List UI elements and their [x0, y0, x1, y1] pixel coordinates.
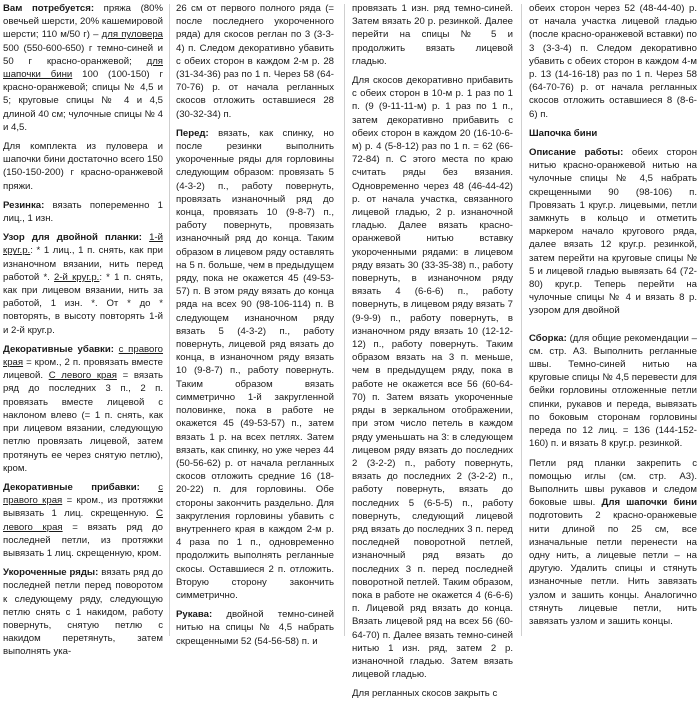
body-text: (для общие рекомендации – см. стр. А3. Выполнить регланные швы. Темно-синей нитью на круговые спицы № 4,5 перевести для бейки горловины отложенные петли спинки, рукавов и переда, вывязать по боковым сторонам горловины переда по 12 лиц. = 136 (144-152-160) п. и вязать 8 круг.р. резинкой.	[529, 332, 697, 450]
paragraph	[352, 74, 513, 681]
body-text: подготовить 2 красно-оранжевые нити длиной по 25 см, все изначальные петли перенести на одну нить, а лицевые петли – на другую. Удалить спицы и стянуть изнаночные петли. Нить завязать узлом и зашить концы. Аналогично стянуть лицевые петли, нить завязать узлом и зашить концы.	[529, 510, 697, 627]
bold-term: Декоративные убавки:	[3, 343, 119, 355]
bold-term: Декоративные прибавки:	[3, 481, 159, 493]
paragraph	[529, 332, 697, 451]
body-text: двойной темно-синей нитью на спицы № 4,5 набрать скрещенными 52 (54-56-58) п. и	[176, 609, 335, 647]
body-text: Для скосов декоративно прибавить с обеих сторон в 10-м р. 1 раз по 1 п. (9 (9-11-11-м) р. 1 раз по 1 п., затем декоративно прибавить с обеих сторон в каждом 20 (16-10-6-м) р. 4 (5-8-12) раз по 1 п. = 62 (66-72-84) п. С этого места по краю считать ряды без вязания. Одновременно через 48 (46-44-42) р. от начала участка, связанного лицевой гладью, 2 р. изнаночной гладью. Далее вязать красно-оранжевой нитью вставку укороченными рядами: в лицевом ряду вязать 30 (33-35-38) п., работу повернуть, в изнаночном ряду вязать 4 (6-6-6) п., работу повернуть, в лицевом ряду вязать 7 (9-9-9) п., работу повернуть, в изнаночном ряду вязать 10 (12-12-12) п., работу повернуть. Таким образом вязать на 3 п. меньше, чем в предыдущем ряду, пока в работе не окажется все 56 (60-64-70) п. Затем вязать укороченные ряды в зеркальном отображении, при этом число петель в каждом ряду уменьшать на 3: в следующем лицевом ряду вязать до последних 2 (3-2-2) п., работу повернуть, вязать до последних 2 (3-2-2) п., работу повернуть, вязать до последних 5 (6-5-5) п., работу повернуть, следующий лицевой ряд вязать до последних 3 п. перед последней поворотной петлей, изнаночный ряд вязать до последних 3 п. перед последней поворотной петлей. Таким образом, пока в работе не окажется 4 (6-6-6) п. Лицевой ряд вязать до конца. Вязать лицевой ряд на всех 56 (60-64-70) п. Далее вязать темно-синей нитью 1 изн. ряд, затем 2 р. изнаночной гладью. Затем вязать лицевой гладью.	[352, 75, 513, 681]
underlined-term: С левого края	[48, 370, 117, 382]
bold-term: Вам потребуется:	[3, 3, 104, 14]
body-text: 500 (550-600-650) г темно-синей и 50 г красно-оранжевой;	[3, 42, 163, 67]
bold-term: Описание работы:	[529, 147, 632, 159]
paragraph	[352, 687, 513, 700]
bold-term: Шапочка бини	[529, 127, 598, 139]
body-text: = вязать ряд до последней петли, из протяжки вывязать 1 лиц. скрещенную, кром.	[3, 521, 163, 559]
bold-term: Перед:	[176, 127, 219, 139]
body-text: вязать попеременно 1 лиц., 1 изн.	[3, 199, 163, 225]
paragraph	[352, 2, 513, 68]
body-text: вязать, как спинку, но после резинки выполнить укороченные ряды для горловины следующим образом: провязать 5 (4-3-2) п., работу повернуть, провязать изнаночный ряд до конца, провязать 10 (9-8-7) п., работу повернуть, провязать изнаночный ряд до конца. Таким образом в лицевом ряду оставлять на 5 п. больше, чем в предыдущем ряду, пока не окажется 45 (49-53-57) п. В этом ряду вязать до конца ряда на всех 90 (98-106-114) п. В следующем изнаночном ряду вязать 5 (4-3-2) п., работу повернуть, лицевой ряд вязать до конца, в изнаночном ряду вязать 10 (9-8-7) п., работу повернуть. Таким образом вязать симметрично 1-й закругленной половинке, пока в работе не окажется 45 (49-53-57) п., затем вязать 1 р. на всех петлях. Затем вязать, как спинку, но уже через 44 (50-56-62) р. от начала регланных скосов отложить средние 16 (18-20-22) п. для горловины. Обе стороны закончить раздельно. Для закругления горловины убавить с внутреннего края в каждом 2-м р. 4 раза по 1 п., одновременно продолжить выполнять регланные скосы. Оставшиеся 2 п. отложить. Вторую сторону закончить симметрично.	[176, 127, 334, 601]
body-text: 100 (100-150) г красно-оранжевой; спицы № 4,5 и 5; круговые спицы № 4 и 4,5 длиной 40 см; чулочные спицы № 4 и 4,5.	[3, 69, 163, 133]
text-column-1	[3, 2, 164, 658]
column-divider	[344, 4, 345, 636]
paragraph	[176, 608, 334, 648]
underlined-term: с правого края	[3, 343, 164, 369]
body-text: обеих сторон через 52 (48-44-40) р. от начала участка лицевой гладью (после красно-оранжевой вставки) по 3 (3-3-4) п. Следом декоративно убавить с обеих сторон в каждом 4-м р. 13 (14-16-18) раз по 1 п. Через 58 (64-70-76) р. от начала регланных скосов отложить оставшиеся 8 (8-6-6) п.	[529, 3, 697, 120]
column-divider	[169, 4, 170, 636]
paragraph	[3, 2, 163, 134]
body-text: : * 1 п. снять, как при лицевом вязании, нить за работой, 1 изн. *. От * до * повторять, в высоту повторять 1-й и 2-й круг.р.	[3, 271, 163, 336]
body-text: = вязать ряд до последних 3 п., 2 п. провязать вместе лицевой с наклоном влево (= 1 п. снять, как при лицевом вязании, следующую петлю провязать лицевой, затем протянуть ее через снятую петлю), кром.	[3, 370, 163, 474]
underlined-term: 2-й круг.р.	[54, 271, 100, 283]
body-text: = кром., 2 п. провязать вместе лицевой.	[3, 357, 163, 382]
body-text: вязать ряд до последней петли перед поворотом к следующему ряду, следующую петлю снять с 1 накидом, работу повернуть, снятую петлю с накидом перетянуть, затем выполнять ука-	[3, 567, 163, 658]
text-column-2	[176, 2, 335, 647]
section-heading	[529, 127, 697, 140]
body-text: Для комплекта из пуловера и шапочки бини достаточно всего 150 (150-150-200) г красно-оранжевой пряжи.	[3, 141, 164, 192]
paragraph	[3, 481, 163, 560]
body-text: провязать 1 изн. ряд темно-синей. Затем вязать 20 р. резинкой. Далее перейти на спицы № 5 и продолжить вязать лицевой гладью.	[352, 3, 513, 67]
underlined-term: для шапочки бини	[3, 55, 163, 81]
paragraph	[529, 457, 697, 629]
text-column-3	[352, 2, 513, 700]
paragraph	[529, 2, 697, 121]
underlined-term: с правого края	[3, 481, 163, 507]
body-text: Петли ряд планки закрепить с помощью иглы (см. стр. А3). Выполнить швы рукавов и следом боковые швы.	[529, 457, 697, 509]
text-column-4	[529, 2, 697, 640]
body-text: Для регланных скосов закрыть с	[352, 688, 498, 700]
bold-term: Для шапочки бини	[601, 497, 697, 509]
bold-term: Рукава:	[176, 609, 227, 621]
bold-term: Сборка:	[529, 332, 570, 344]
bold-term: Узор для двойной планки:	[3, 232, 150, 244]
body-text: : * 1 лиц., 1 п. снять, как при изнаночном вязании, нить перед работой *.	[3, 245, 163, 283]
paragraph	[3, 566, 163, 658]
paragraph	[3, 140, 163, 193]
underlined-term: для пуловера	[101, 29, 164, 41]
paragraph	[3, 231, 163, 337]
underlined-term: С левого края	[3, 508, 163, 533]
bold-term: Резинка:	[3, 199, 53, 211]
paragraph-gap	[529, 324, 697, 332]
column-divider	[521, 4, 522, 636]
underlined-term: 1-й круг.р.	[3, 232, 163, 257]
paragraph	[3, 343, 163, 475]
paragraph	[176, 2, 334, 121]
body-text: 26 см от первого полного ряда (= после последнего укороченного ряда) для скосов реглан по 3 (3-3-4) п. Следом декоративно убавить с обеих сторон в каждом 2-м р. 28 (31-34-36) раз по 1 п. Через 58 (64-70-76) р. от начала регланных скосов отложить оставшиеся 28 (30-32-34) п.	[176, 3, 334, 120]
body-text: обеих сторон нитью красно-оранжевой нитью на чулочные спицы № 4,5 набрать скрещенными 90 (98-106) п. Провязать 1 круг.р. лицевыми, петли замкнуть в кольцо и отметить маркером начало кругового ряда, далее вязать 12 круг.р. резинкой, затем перейти на круговые спицы № 5 и лицевой гладью вывязать 64 (72-80) круг.р. Теперь перейти на чулочные спицы № 4 и вязать 8 р. узором для двойной	[529, 147, 697, 317]
paragraph	[529, 146, 697, 318]
bold-term: Укороченные ряды:	[3, 567, 102, 579]
body-text: = кром., из протяжки вывязать 1 лиц. скрещенную.	[3, 495, 163, 520]
paragraph	[176, 127, 334, 602]
paragraph	[3, 199, 163, 225]
body-text: пряжа (80% овечьей шерсти, 20% кашемировой шерсти; 110 м/50 г) –	[3, 3, 163, 41]
